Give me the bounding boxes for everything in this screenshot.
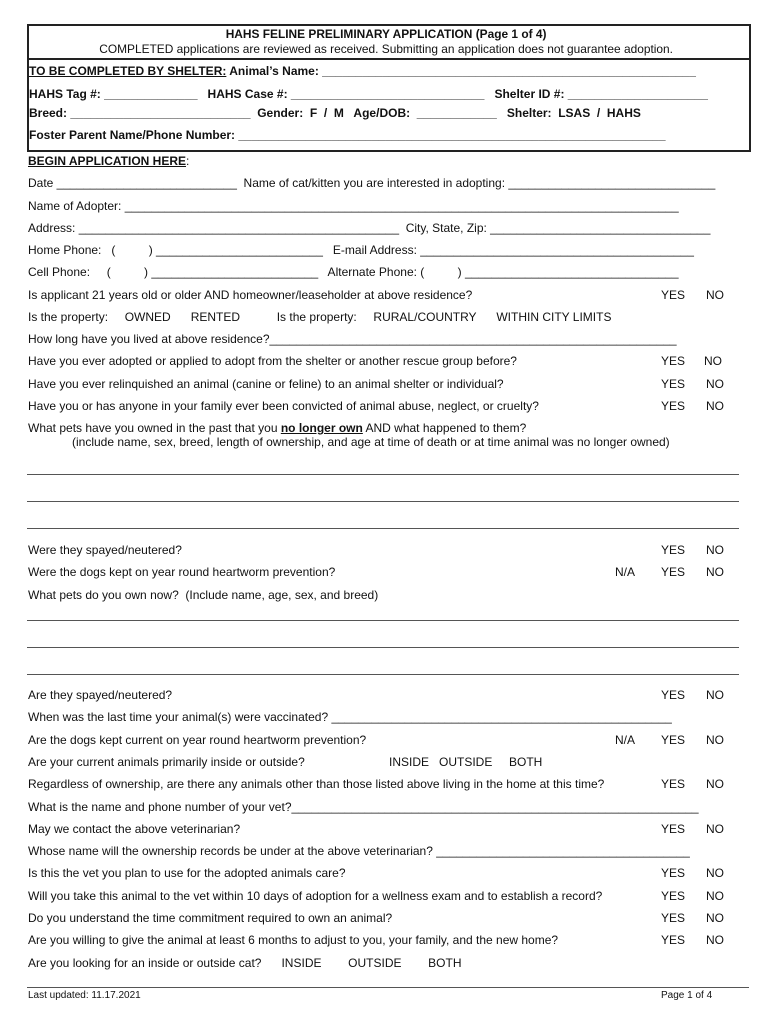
current-pets-question: What pets do you own now? (Include name, age, sex, and breed) — [28, 588, 379, 602]
other-animals-question: Regardless of ownership, are there any animals other than those listed above living in the home at this time? — [28, 777, 605, 791]
vaccinated-field[interactable]: When was the last time your animal(s) were vaccinated? ___________________________________________________ — [28, 710, 672, 724]
current-pets-answer-line[interactable] — [27, 620, 739, 621]
footer-divider — [27, 987, 749, 988]
shelter-row-1 — [29, 64, 696, 78]
wellness-exam-question: Will you take this animal to the vet within 10 days of adoption for a wellness exam and to establish a record? — [28, 889, 603, 903]
yes-option[interactable]: YES — [661, 733, 686, 747]
foster-parent-row[interactable]: Foster Parent Name/Phone Number: ________________________________________________________________ — [29, 128, 666, 142]
yes-option[interactable]: YES — [661, 377, 686, 391]
no-option[interactable]: NO — [706, 688, 724, 702]
no-option[interactable]: NO — [706, 889, 724, 903]
yes-option[interactable]: YES — [661, 777, 686, 791]
yes-option[interactable]: YES — [661, 354, 686, 368]
shelter-tag-row[interactable]: HAHS Tag #: ______________ HAHS Case #: _____________________________ Shelter ID #: _____________________ — [29, 87, 708, 101]
no-option[interactable]: NO — [706, 565, 724, 579]
current-pets-answer-line[interactable] — [27, 674, 739, 675]
adopted-before-question: Have you ever adopted or applied to adopt from the shelter or another rescue group before? — [28, 354, 517, 368]
yes-option[interactable]: YES — [661, 889, 686, 903]
address-field-row[interactable]: Address: ________________________________________________ City, State, Zip: _________________________________ — [28, 221, 711, 235]
past-heartworm-question: Were the dogs kept on year round heartworm prevention? — [28, 565, 336, 579]
no-option[interactable]: NO — [706, 399, 724, 413]
inside-outside-question: Are your current animals primarily inside or outside? — [28, 755, 305, 769]
date-field-row[interactable]: Date ___________________________ Name of cat/kitten you are interested in adopting: _______________________________ — [28, 176, 716, 190]
yes-option[interactable]: YES — [661, 911, 686, 925]
begin-colon: : — [186, 154, 190, 168]
yes-option[interactable]: YES — [661, 543, 686, 557]
past-pets-question — [28, 421, 526, 435]
past-pets-emphasis: no longer own — [280, 421, 363, 435]
cell-phone-row[interactable]: Cell Phone: ( ) _________________________ Alternate Phone: ( ) ________________________________ — [28, 265, 679, 279]
home-phone-row[interactable]: Home Phone: ( ) _________________________ E-mail Address: _________________________________________ — [28, 243, 694, 257]
past-pets-note: (include name, sex, breed, length of ownership, and age at time of death or at time animal was no longer owned) — [72, 435, 670, 449]
yes-option[interactable]: YES — [661, 565, 686, 579]
page-number: Page 1 of 4 — [661, 990, 713, 1001]
inside-outside-options[interactable]: INSIDE OUTSIDE BOTH — [389, 755, 543, 769]
begin-label: BEGIN APPLICATION HERE — [28, 154, 187, 168]
past-pets-answer-line[interactable] — [27, 474, 739, 475]
form-subtitle: COMPLETED applications are reviewed as received. Submitting an application does not guarantee adoption. — [99, 42, 673, 56]
yes-option[interactable]: YES — [661, 399, 686, 413]
no-option[interactable]: NO — [706, 288, 724, 302]
last-updated: Last updated: 11.17.2021 — [28, 990, 141, 1001]
time-commitment-question: Do you understand the time commitment required to own an animal? — [28, 911, 393, 925]
no-option[interactable]: NO — [706, 822, 724, 836]
past-pets-answer-line[interactable] — [27, 501, 739, 502]
age-homeowner-question: Is applicant 21 years old or older AND homeowner/leaseholder at above residence? — [28, 288, 473, 302]
cat-type-question[interactable]: Are you looking for an inside or outside cat? INSIDE OUTSIDE BOTH — [28, 956, 462, 970]
no-option[interactable]: NO — [706, 777, 724, 791]
no-option[interactable]: NO — [706, 733, 724, 747]
past-spayed-question: Were they spayed/neutered? — [28, 543, 182, 557]
begin-application-heading — [28, 154, 189, 168]
contact-vet-question: May we contact the above veterinarian? — [28, 822, 241, 836]
no-option[interactable]: NO — [706, 866, 724, 880]
past-pets-text-a: What pets have you owned in the past that you — [28, 421, 281, 435]
na-option[interactable]: N/A — [615, 733, 636, 747]
current-pets-answer-line[interactable] — [27, 647, 739, 648]
na-option[interactable]: N/A — [615, 565, 636, 579]
no-option[interactable]: NO — [706, 911, 724, 925]
residence-duration-field[interactable]: How long have you lived at above residence?_____________________________________________________________ — [28, 332, 677, 346]
yes-option[interactable]: YES — [661, 933, 686, 947]
form-title: HAHS FELINE PRELIMINARY APPLICATION (Page 1 of 4) — [225, 27, 547, 41]
no-option[interactable]: NO — [704, 354, 722, 368]
animal-name-field[interactable]: Animal’s Name: ________________________________________________________ — [226, 64, 696, 78]
past-pets-answer-line[interactable] — [27, 528, 739, 529]
adjust-period-question: Are you willing to give the animal at least 6 months to adjust to you, your family, and the new home? — [28, 933, 559, 947]
past-pets-text-c: AND what happened to them? — [362, 421, 527, 435]
relinquished-question: Have you ever relinquished an animal (canine or feline) to an animal shelter or individual? — [28, 377, 504, 391]
shelter-heading: TO BE COMPLETED BY SHELTER: — [29, 64, 227, 78]
same-vet-question: Is this the vet you plan to use for the adopted animals care? — [28, 866, 346, 880]
no-option[interactable]: NO — [706, 377, 724, 391]
shelter-breed-row[interactable]: Breed: ___________________________ Gender: F / M Age/DOB: ____________ Shelter: LSAS / HAHS — [29, 106, 641, 120]
yes-option[interactable]: YES — [661, 288, 686, 302]
adopter-name-field[interactable]: Name of Adopter: ___________________________________________________________________________________ — [28, 199, 679, 213]
ownership-records-field[interactable]: Whose name will the ownership records be under at the above veterinarian? ______________________________________ — [28, 844, 690, 858]
property-question-row[interactable]: Is the property: OWNED RENTED Is the property: RURAL/COUNTRY WITHIN CITY LIMITS — [28, 310, 612, 324]
yes-option[interactable]: YES — [661, 822, 686, 836]
convicted-question: Have you or has anyone in your family ever been convicted of animal abuse, neglect, or cruelty? — [28, 399, 539, 413]
vet-info-field[interactable]: What is the name and phone number of your vet?_____________________________________________________________ — [28, 800, 699, 814]
yes-option[interactable]: YES — [661, 866, 686, 880]
no-option[interactable]: NO — [706, 933, 724, 947]
current-spayed-question: Are they spayed/neutered? — [28, 688, 173, 702]
current-heartworm-question: Are the dogs kept current on year round heartworm prevention? — [28, 733, 367, 747]
yes-option[interactable]: YES — [661, 688, 686, 702]
no-option[interactable]: NO — [706, 543, 724, 557]
